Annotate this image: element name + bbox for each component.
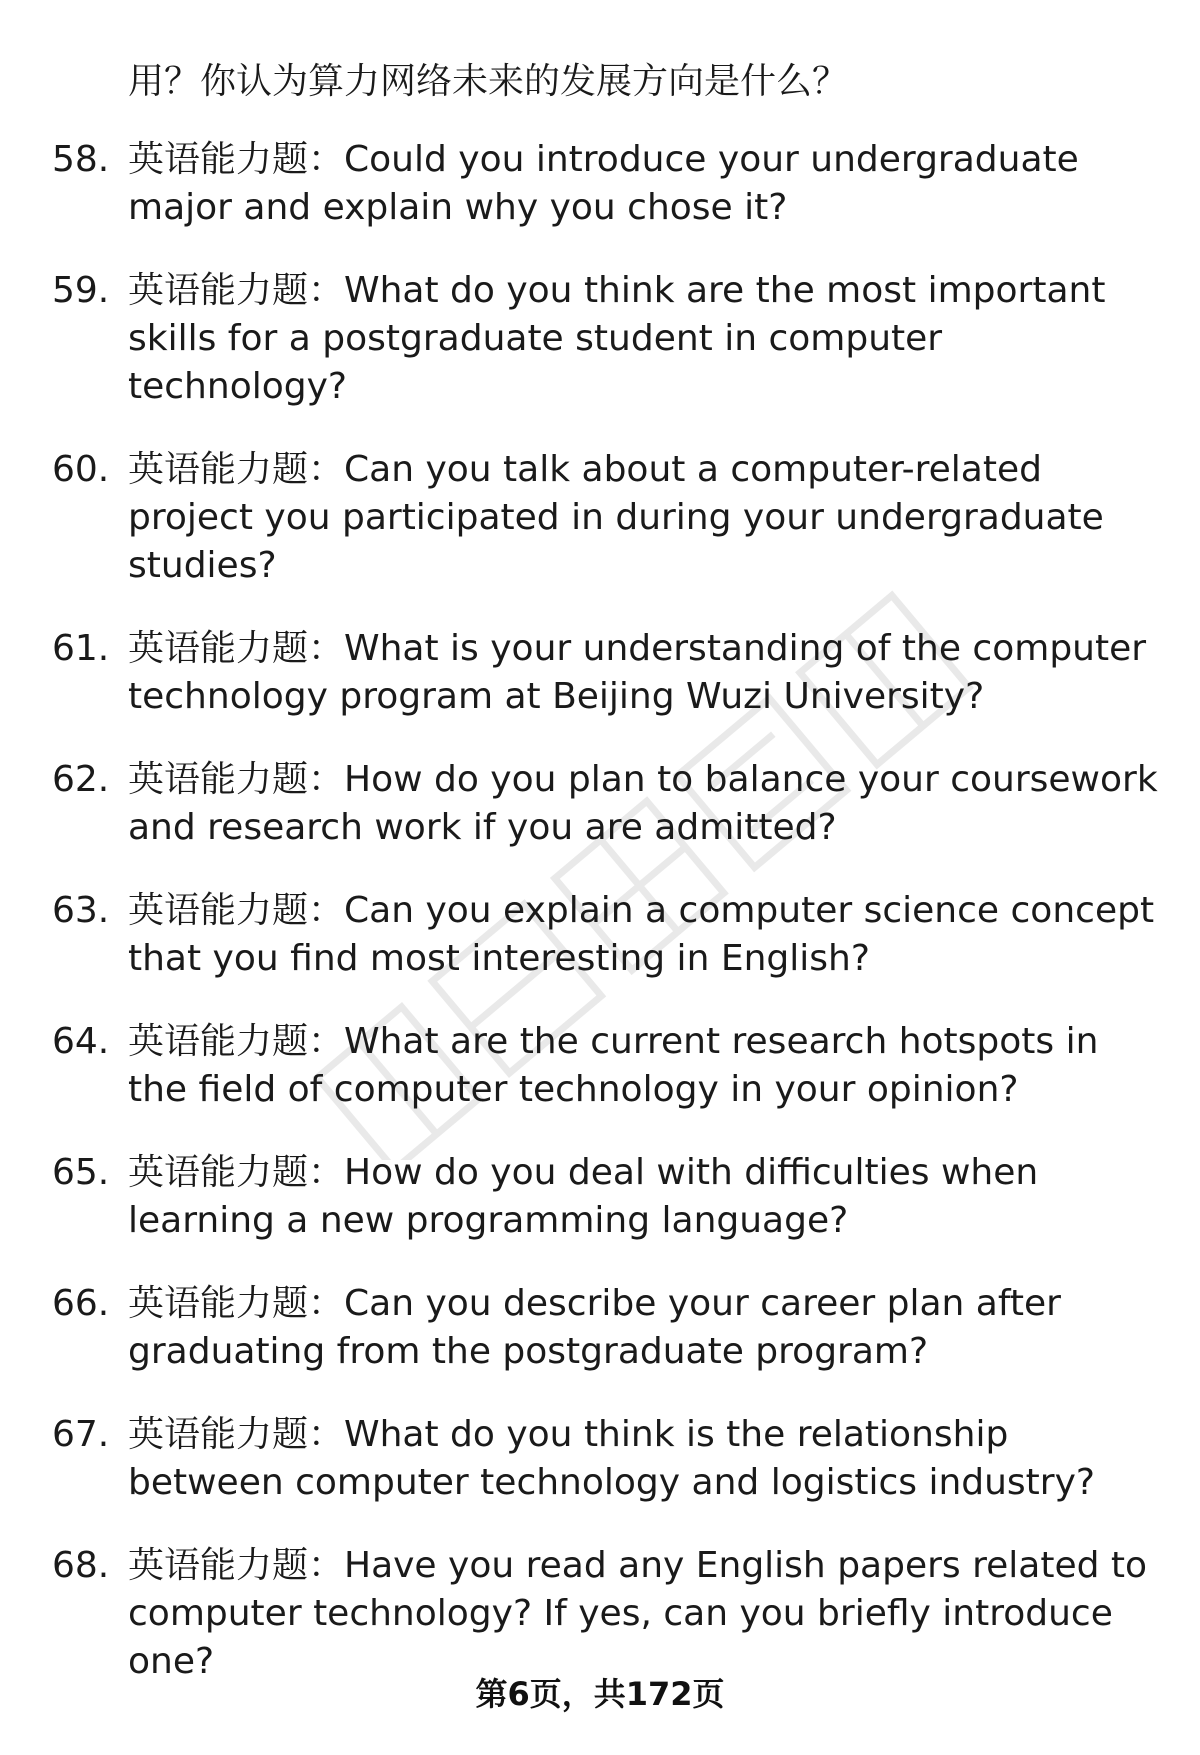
question-list xyxy=(0,136,1200,1721)
question-text: 英语能力题：How do you plan to balance your coursework and research work if you are admitted? xyxy=(128,759,1158,848)
question-text: 英语能力题：What do you think are the most important skills for a postgraduate student in computer technology? xyxy=(128,270,1106,407)
question-text: 英语能力题：Can you explain a computer science concept that you find most interesting in English? xyxy=(128,890,1155,979)
question-number: 60. xyxy=(52,449,110,490)
question-number: 64. xyxy=(52,1021,110,1062)
question-item xyxy=(0,446,1168,590)
question-number: 67. xyxy=(52,1414,110,1455)
question-text: 英语能力题：Could you introduce your undergraduate major and explain why you chose it? xyxy=(128,139,1079,228)
question-number: 65. xyxy=(52,1152,110,1193)
question-item xyxy=(0,1149,1168,1245)
continuation-text: 用？你认为算力网络未来的发展方向是什么？ xyxy=(128,61,849,102)
question-item xyxy=(0,1280,1168,1376)
question-text: 英语能力题：What are the current research hotspots in the field of computer technology in your opinion? xyxy=(128,1021,1099,1110)
question-item xyxy=(0,1542,1168,1686)
question-number: 66. xyxy=(52,1283,110,1324)
question-number: 62. xyxy=(52,759,110,800)
question-text: 英语能力题：What do you think is the relationship between computer technology and logistics industry? xyxy=(128,1414,1096,1503)
question-item xyxy=(0,887,1168,983)
page-number-footer: 第6页，共172页 xyxy=(475,1675,725,1713)
question-item xyxy=(0,136,1168,232)
question-number: 59. xyxy=(52,270,110,311)
question-text: 英语能力题：Can you talk about a computer-related project you participated in during your undergraduate studies? xyxy=(128,449,1104,586)
question-number: 63. xyxy=(52,890,110,931)
question-item xyxy=(0,267,1168,411)
question-item xyxy=(0,756,1168,852)
question-text: 英语能力题：What is your understanding of the computer technology program at Beijing Wuzi University? xyxy=(128,628,1147,717)
question-item xyxy=(0,1411,1168,1507)
question-number: 68. xyxy=(52,1545,110,1586)
question-item xyxy=(0,1018,1168,1114)
question-number: 58. xyxy=(52,139,110,180)
question-text: 英语能力题：Have you read any English papers related to computer technology? If yes, can you briefly introduce one? xyxy=(128,1545,1148,1682)
question-number: 61. xyxy=(52,628,110,669)
question-text: 英语能力题：How do you deal with difficulties when learning a new programming language? xyxy=(128,1152,1039,1241)
question-item xyxy=(0,625,1168,721)
question-text: 英语能力题：Can you describe your career plan after graduating from the postgraduate program? xyxy=(128,1283,1061,1372)
